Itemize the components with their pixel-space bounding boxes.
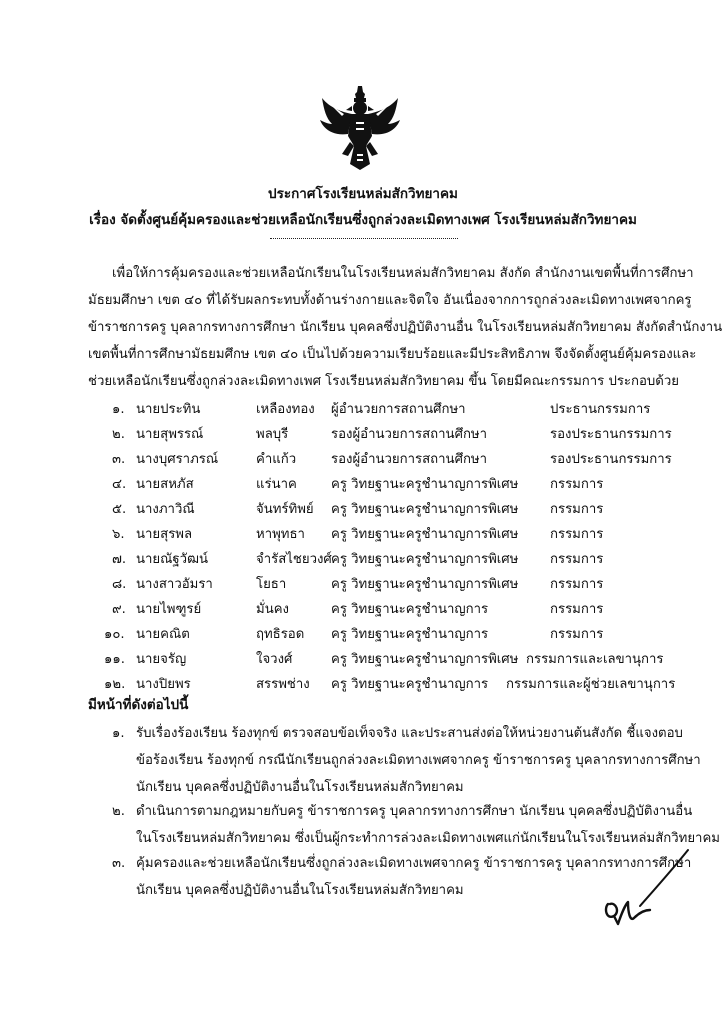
member-surname: ใจวงศ์ bbox=[256, 652, 293, 667]
duty-line: ในโรงเรียนหล่มสักวิทยาคม ซึ่งเป็นผู้กระทำการล่วงละเมิดทางเพศแก่นักเรียนในโรงเรียนหล่มสักวิทยาคม bbox=[136, 831, 720, 846]
duty-line: ข้อร้องเรียน ร้องทุกข์ กรณีนักเรียนถูกล่วงละเมิดทางเพศจากครู ข้าราชการครู บุคลากรทางการศึกษา bbox=[136, 753, 701, 768]
member-position: ครู วิทยฐานะครูชำนาญการพิเศษ bbox=[331, 477, 519, 492]
member-name: นายสุพรรณ์ bbox=[136, 427, 204, 442]
member-role: กรรมการ bbox=[550, 502, 604, 517]
member-position: ครู วิทยฐานะครูชำนาญการพิเศษ bbox=[331, 502, 519, 517]
announcement-title: ประกาศโรงเรียนหล่มสักวิทยาคม bbox=[268, 186, 458, 202]
member-name: นางบุศราภรณ์ bbox=[136, 452, 219, 467]
intro-line: เพื่อให้การคุ้มครองและช่วยเหลือนักเรียนในโรงเรียนหล่มสักวิทยาคม สังกัด สำนักงานเขตพื้นที่การศึกษา bbox=[112, 266, 694, 281]
duty-line: คุ้มครองและช่วยเหลือนักเรียนซึ่งถูกล่วงละเมิดทางเพศจากครู ข้าราชการครู บุคลากรทางการศึกษา bbox=[136, 856, 692, 871]
member-number: ๑. bbox=[112, 402, 125, 417]
member-position: ครู วิทยฐานะครูชำนาญการ bbox=[331, 627, 489, 642]
member-surname: สรรพช่าง bbox=[256, 677, 310, 692]
member-number: ๑๑. bbox=[104, 652, 125, 667]
duty-line: นักเรียน บุคคลซึ่งปฏิบัติงานอื่นในโรงเรียนหล่มสักวิทยาคม bbox=[136, 883, 464, 898]
duties-heading: มีหน้าที่ดังต่อไปนี้ bbox=[88, 697, 189, 713]
duty-line: ดำเนินการตามกฎหมายกับครู ข้าราชการครู บุคลากรทางการศึกษา นักเรียน บุคคลซึ่งปฏิบัติงานอื่น bbox=[136, 804, 693, 819]
duty-number: ๑. bbox=[112, 726, 125, 741]
committee-member bbox=[88, 448, 672, 472]
member-surname: หาพุทธา bbox=[256, 527, 305, 542]
member-role: รองประธานกรรมการ bbox=[550, 452, 672, 467]
member-position: ครู วิทยฐานะครูชำนาญการ bbox=[331, 677, 489, 692]
member-number: ๑๐. bbox=[104, 627, 125, 642]
member-role: กรรมการและผู้ช่วยเลขานุการ bbox=[506, 677, 676, 692]
member-surname: จำรัสไชยวงศ์ bbox=[256, 552, 332, 567]
member-position: ครู วิทยฐานะครูชำนาญการพิเศษ bbox=[331, 652, 519, 667]
member-surname: พลบุรี bbox=[256, 427, 289, 442]
garuda-emblem-icon bbox=[318, 84, 402, 170]
announcement-subject: เรื่อง จัดตั้งศูนย์คุ้มครองและช่วยเหลือนักเรียนซึ่งถูกล่วงละเมิดทางเพศ โรงเรียนหล่มสักวิทยาคม bbox=[89, 212, 637, 228]
duty-number: ๓. bbox=[112, 856, 126, 871]
member-number: ๔. bbox=[112, 477, 127, 492]
intro-line: เขตพื้นที่การศึกษามัธยมศึกษ เขต ๔๐ เป็นไปด้วยความเรียบร้อยและมีประสิทธิภาพ จึงจัดตั้งศูนย์คุ้มครองและ bbox=[88, 347, 697, 362]
member-name: นายไพฑูรย์ bbox=[136, 602, 202, 617]
member-name: นางสาวอัมรา bbox=[136, 577, 213, 592]
title-divider bbox=[270, 238, 458, 239]
member-surname: แร่นาค bbox=[256, 477, 297, 492]
committee-member bbox=[88, 523, 668, 547]
committee-member bbox=[88, 473, 668, 497]
intro-line: มัธยมศึกษา เขต ๔๐ ที่ได้รับผลกระทบทั้งด้านร่างกายและจิตใจ อันเนื่องจากการถูกล่วงละเมิดทางเพศจากครู bbox=[88, 293, 692, 308]
member-role: กรรมการ bbox=[550, 602, 604, 617]
member-name: นายสหภัส bbox=[136, 477, 194, 492]
committee-member bbox=[88, 398, 668, 422]
member-name: นายประทิน bbox=[136, 402, 201, 417]
duty-item bbox=[88, 800, 720, 854]
member-role: กรรมการ bbox=[550, 577, 604, 592]
member-role: กรรมการและเลขานุการ bbox=[526, 652, 664, 667]
committee-member bbox=[88, 573, 668, 597]
member-position: รองผู้อำนวยการสถานศึกษา bbox=[331, 427, 488, 442]
member-name: นายณัฐวัฒน์ bbox=[136, 552, 208, 567]
intro-line: ช่วยเหลือนักเรียนซึ่งถูกล่วงละเมิดทางเพศ โรงเรียนหล่มสักวิทยาคม ขึ้น โดยมีคณะกรรมการ ประกอบด้วย bbox=[88, 374, 679, 389]
member-surname: เหลืองทอง bbox=[256, 402, 315, 417]
member-position: ครู วิทยฐานะครูชำนาญการพิเศษ bbox=[331, 577, 519, 592]
member-position: ผู้อำนวยการสถานศึกษา bbox=[331, 402, 466, 417]
member-position: ครู วิทยฐานะครูชำนาญการพิเศษ bbox=[331, 527, 519, 542]
duty-item bbox=[88, 722, 701, 802]
member-number: ๒. bbox=[112, 427, 125, 442]
member-number: ๙. bbox=[112, 602, 126, 617]
member-surname: มั่นคง bbox=[256, 602, 289, 617]
member-role: กรรมการ bbox=[550, 527, 604, 542]
intro-line: ข้าราชการครู บุคลากรทางการศึกษา นักเรียน บุคคลซึ่งปฏิบัติงานอื่น ในโรงเรียนหล่มสักวิทยาคม สังกัดสำนักงาน bbox=[88, 320, 723, 335]
member-role: กรรมการ bbox=[550, 477, 604, 492]
duty-number: ๒. bbox=[112, 804, 125, 819]
duty-line: นักเรียน บุคคลซึ่งปฏิบัติงานอื่นในโรงเรียนหล่มสักวิทยาคม bbox=[136, 780, 464, 795]
member-number: ๘. bbox=[112, 577, 127, 592]
member-surname: จันทร์ทิพย์ bbox=[256, 502, 314, 517]
member-number: ๖. bbox=[112, 527, 125, 542]
duty-line: รับเรื่องร้องเรียน ร้องทุกข์ ตรวจสอบข้อเท็จจริง และประสานส่งต่อให้หน่วยงานต้นสังกัด ชี้แจงตอบ bbox=[136, 726, 683, 741]
committee-member bbox=[88, 623, 668, 647]
member-position: ครู วิทยฐานะครูชำนาญการพิเศษ bbox=[331, 552, 519, 567]
member-role: รองประธานกรรมการ bbox=[550, 427, 672, 442]
member-number: ๗. bbox=[112, 552, 127, 567]
member-surname: คำแก้ว bbox=[256, 452, 297, 467]
member-name: นายสุรพล bbox=[136, 527, 193, 542]
committee-member bbox=[88, 598, 668, 622]
member-name: นางปิยพร bbox=[136, 677, 191, 692]
member-surname: โยธา bbox=[256, 577, 287, 592]
member-role: กรรมการ bbox=[550, 552, 604, 567]
committee-member bbox=[88, 548, 668, 572]
signature-mark bbox=[598, 846, 694, 930]
member-role: กรรมการ bbox=[550, 627, 604, 642]
member-name: นายจรัญ bbox=[136, 652, 187, 667]
member-surname: ฤทธิรอด bbox=[256, 627, 305, 642]
member-number: ๕. bbox=[112, 502, 127, 517]
committee-member bbox=[88, 423, 672, 447]
member-name: นายคณิต bbox=[136, 627, 190, 642]
member-name: นางภาวิณี bbox=[136, 502, 195, 517]
member-position: รองผู้อำนวยการสถานศึกษา bbox=[331, 452, 488, 467]
committee-member bbox=[88, 648, 668, 672]
member-number: ๑๒. bbox=[104, 677, 126, 692]
member-number: ๓. bbox=[112, 452, 126, 467]
member-position: ครู วิทยฐานะครูชำนาญการ bbox=[331, 602, 489, 617]
committee-member bbox=[88, 498, 668, 522]
duty-item bbox=[88, 852, 692, 906]
member-role: ประธานกรรมการ bbox=[550, 402, 651, 417]
